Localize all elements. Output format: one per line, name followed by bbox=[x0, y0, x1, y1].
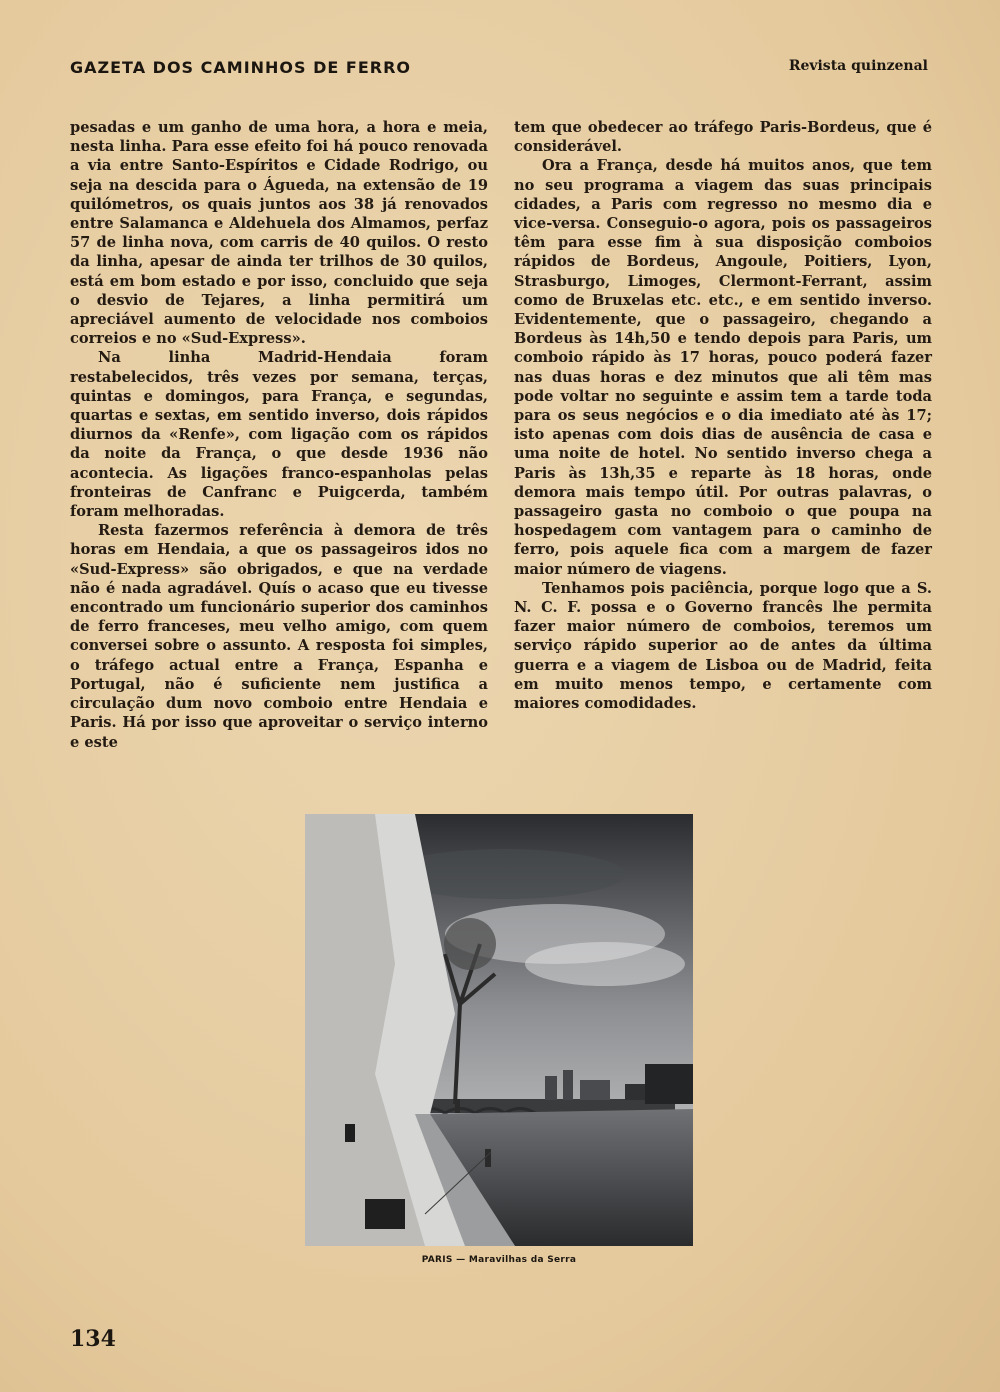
paragraph: Tenhamos pois paciência, porque logo que a S. N. C. F. possa e o Governo francês lhe permita fazer maior número de comboios, teremos um serviço rápido superior ao de antes da última guerra e a viagem de Lisboa ou de Madrid, feita em muito menos tempo, e certamente com maiores comodidades. bbox=[514, 579, 932, 713]
photo-caption: PARIS — Maravilhas da Serra bbox=[421, 1255, 577, 1265]
paragraph: Na linha Madrid-Hendaia foram restabelecidos, três vezes por semana, terças, quintas e domingos, para França, e segundas, quartas e sextas, em sentido inverso, dois rápidos diurnos da «Renfe», com ligação com os rápidos da noite da França, o que desde 1936 não acontecia. As ligações franco-espanholas pelas fronteiras de Canfranc e Puigcerda, também foram melhoradas. bbox=[70, 349, 488, 521]
paragraph: Ora a França, desde há muitos anos, que tem no seu programa a viagem das suas principais cidades, a Paris com regresso no mesmo dia e vice-versa. Conseguio-o agora, pois os passageiros têm para esse fim à sua disposição comboios rápidos de Bordeus, Angoule, Poitiers, Lyon, Strasburgo, Limoges, Clermont-Ferrant, assim como de Bruxelas etc. etc., e em sentido inverso. Evidentemente, que o passageiro, chegando a Bordeus às 14h,50 e tendo depois para Paris, um comboio rápido às 17 horas, pouco poderá fazer nas duas horas e dez minutos que ali têm mas pode voltar no seguinte e assim tem a tarde toda para os seus negócios e o dia imediato até às 17; isto apenas com dois dias de ausência de casa e uma noite de hotel. No sentido inverso chega a Paris às 13h,35 e reparte às 18 horas, onde demora mais tempo útil. Por outras palavras, o passageiro gasta no comboio o que poupa na hospedagem com vantagem para o caminho de ferro, pois aquele fica com a margem de fazer maior número de viagens. bbox=[514, 157, 932, 578]
page-number: 134 bbox=[70, 1326, 116, 1352]
paragraph: Resta fazermos referência à demora de três horas em Hendaia, a que os passageiros idos no «Sud-Express» são obrigados, e que na verdade não é nada agradável. Quís o acaso que eu tivesse encontrado um funcionário superior dos caminhos de ferro franceses, meu velho amigo, com quem conversei sobre o assunto. A resposta foi simples, o tráfego actual entre a França, Espanha e Portugal, não é suficiente nem justifica a circulação dum novo comboio entre Hendaia e Paris. Há por isso que aproveitar o serviço interno e este bbox=[70, 522, 488, 751]
paragraph: tem que obedecer ao tráfego Paris-Bordeus, que é considerável. bbox=[514, 119, 932, 156]
paragraph: pesadas e um ganho de uma hora, a hora e meia, nesta linha. Para esse efeito foi há pouco renovada a via entre Santo-Espíritos e Cidade Rodrigo, ou seja na descida para o Águeda, na extensão de 19 quilómetros, os quais juntos aos 38 já renovados entre Salamanca e Aldehuela dos Almamos, perfaz 57 de linha nova, com carris de 40 quilos. O resto da linha, apesar de ainda ter trilhos de 30 quilos, está em bom estado e por isso, concluido que seja o desvio de Tejares, a linha permitirá um apreciável aumento de velocidade nos comboios correios e no «Sud-Express». bbox=[70, 119, 488, 348]
journal-subtitle: Revista quinzenal bbox=[788, 58, 928, 74]
paris-photograph bbox=[305, 814, 693, 1246]
right-column bbox=[514, 118, 932, 713]
photo-illustration bbox=[305, 814, 693, 1246]
left-column bbox=[70, 118, 488, 752]
journal-title: GAZETA DOS CAMINHOS DE FERRO bbox=[70, 58, 412, 77]
